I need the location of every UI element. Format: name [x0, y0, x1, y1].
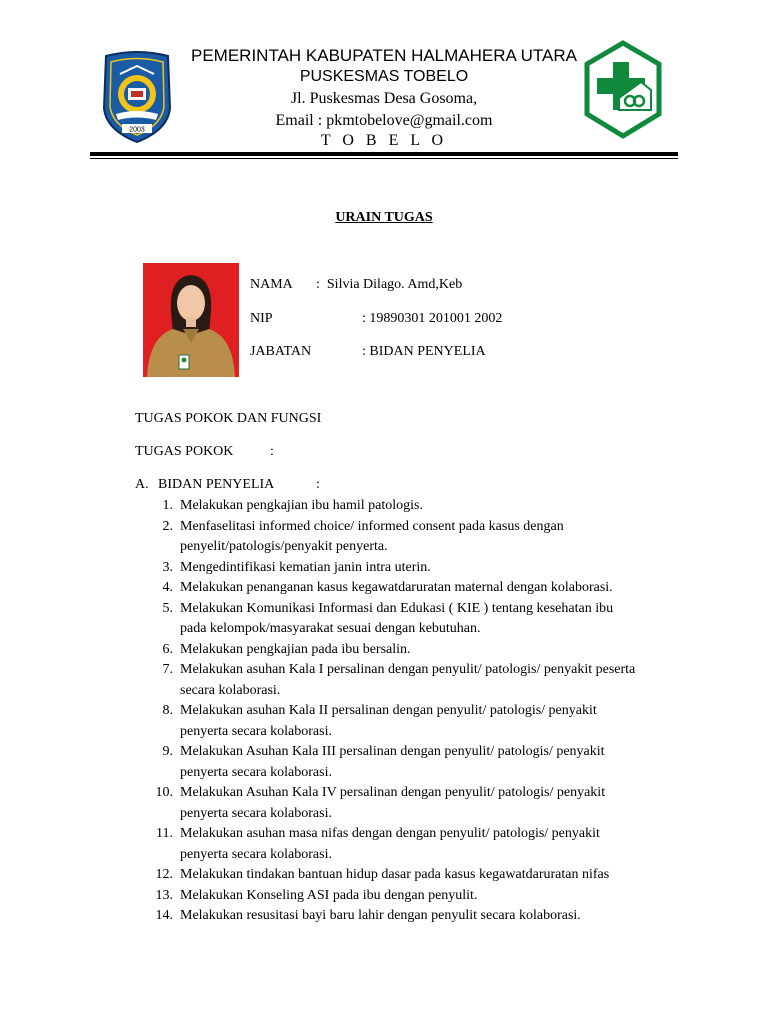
jabatan-value: : BIDAN PENYELIA — [362, 344, 486, 359]
duty-number: 12. — [155, 867, 173, 882]
duty-text-line: secara kolaborasi. — [180, 682, 281, 698]
duty-text-line: Melakukan tindakan bantuan hidup dasar pada kasus kegawatdaruratan nifas — [180, 867, 610, 882]
duty-item — [135, 558, 695, 579]
duty-text-line: Melakukan penanganan kasus kegawatdaruratan maternal dengan kolaborasi. — [180, 580, 613, 595]
letterhead-government: PEMERINTAH KABUPATEN HALMAHERA UTARA — [190, 46, 578, 65]
duty-text-line: Mengedintifikasi kematian janin intra uterin. — [180, 559, 431, 575]
document-title: URAIN TUGAS — [335, 210, 433, 225]
duty-text-line: penyerta secara kolaborasi. — [180, 764, 332, 780]
nip-value: : 19890301 201001 2002 — [362, 311, 503, 326]
duty-text-line: Melakukan pengkajian ibu hamil patologis. — [180, 498, 424, 513]
duty-number: 10. — [155, 785, 173, 800]
duty-number: 13. — [155, 887, 173, 903]
duty-item — [135, 599, 695, 640]
duty-text-line: Melakukan pengkajian pada ibu bersalin. — [180, 641, 411, 657]
duty-number: 8. — [162, 703, 173, 718]
subheading-label: TUGAS POKOK — [135, 444, 234, 459]
letterhead-city: T O B E L O — [320, 132, 448, 149]
duty-text-line: Melakukan asuhan Kala II persalinan dengan penyulit/ patologis/ penyakit — [180, 703, 597, 718]
duty-text-line: penyerta secara kolaborasi. — [180, 846, 332, 862]
duty-item — [135, 865, 695, 886]
duty-text-line: penyerta secara kolaborasi. — [180, 805, 332, 821]
duty-text-line: pada kelompok/masyarakat sesuai dengan kebutuhan. — [180, 621, 481, 636]
duty-text-line: Menfaselitasi informed choice/ informed consent pada kasus dengan — [180, 518, 564, 534]
duty-item — [135, 578, 695, 599]
duty-text-line: Melakukan Komunikasi Informasi dan Edukasi ( KIE ) tentang kesehatan ibu — [180, 600, 614, 616]
duty-number: 1. — [162, 498, 173, 513]
duty-item — [135, 517, 695, 558]
duty-number: 5. — [162, 600, 173, 616]
puskesmas-logo-icon — [583, 40, 663, 140]
duty-text-line: Melakukan Konseling ASI pada ibu dengan penyulit. — [180, 887, 478, 903]
duty-number: 4. — [162, 580, 173, 595]
letterhead-divider-thin — [90, 158, 678, 159]
duty-number: 11. — [156, 826, 173, 841]
duty-text-line: Melakukan resusitasi bayi baru lahir dengan penyulit secara kolaborasi. — [180, 908, 581, 923]
duty-number: 14. — [155, 908, 173, 923]
nama-label: NAMA — [250, 277, 293, 292]
section-heading: TUGAS POKOK DAN FUNGSI — [135, 411, 322, 426]
group-letter: A. — [135, 477, 149, 492]
halmahera-utara-emblem-icon — [98, 50, 176, 144]
duty-item — [135, 824, 695, 865]
duty-item — [135, 906, 695, 927]
nip-label: NIP — [250, 311, 273, 326]
duty-text-line: Melakukan asuhan Kala I persalinan dengan penyulit/ patologis/ penyakit peserta — [180, 662, 636, 677]
duty-item — [135, 660, 695, 701]
emblem-year: 2003 — [129, 126, 145, 134]
duty-item — [135, 496, 695, 517]
nama-value: : Silvia Dilago. Amd,Keb — [316, 277, 463, 292]
letterhead-address: Jl. Puskesmas Desa Gosoma, — [290, 90, 478, 107]
letterhead-divider-thick — [90, 152, 678, 156]
letterhead-institution: PUSKESMAS TOBELO — [299, 68, 469, 85]
duty-number: 3. — [162, 559, 173, 575]
duty-text-line: Melakukan Asuhan Kala IV persalinan dengan penyulit/ patologis/ penyakit — [180, 785, 606, 800]
duty-item — [135, 742, 695, 783]
duty-text-line: Melakukan asuhan masa nifas dengan dengan penyulit/ patologis/ penyakit — [180, 826, 600, 841]
group-label: BIDAN PENYELIA — [158, 477, 275, 492]
duty-item — [135, 640, 695, 661]
duty-item — [135, 886, 695, 907]
duty-number: 9. — [162, 744, 173, 759]
jabatan-label: JABATAN — [250, 344, 312, 359]
subheading-colon: : — [270, 444, 274, 459]
letterhead-email: Email : pkmtobelove@gmail.com — [275, 112, 493, 129]
duty-text-line: penyelit/patologis/penyakit penyerta. — [180, 539, 388, 554]
duty-text-line: Melakukan Asuhan Kala III persalinan dengan penyulit/ patologis/ penyakit — [180, 744, 605, 759]
duty-item — [135, 701, 695, 742]
duty-item — [135, 783, 695, 824]
duty-number: 6. — [162, 641, 173, 657]
profile-photo — [143, 263, 239, 377]
duty-number: 7. — [162, 662, 173, 677]
duty-text-line: penyerta secara kolaborasi. — [180, 723, 332, 739]
duty-number: 2. — [162, 518, 173, 534]
group-colon: : — [316, 477, 320, 492]
duties-list — [135, 496, 695, 927]
